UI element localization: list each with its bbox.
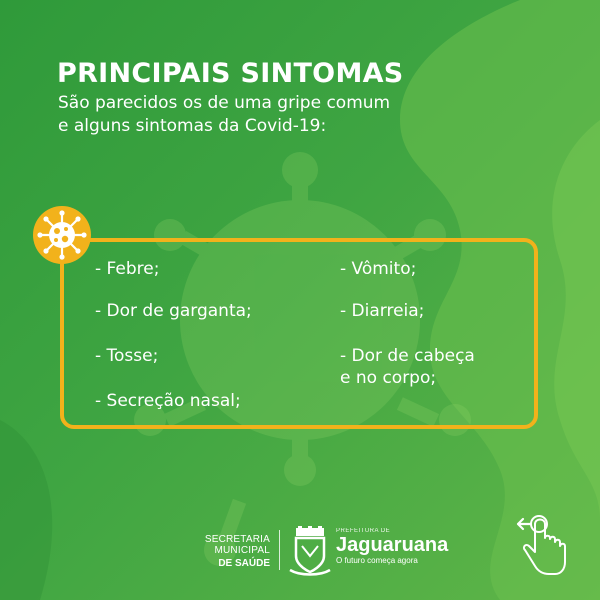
swipe-hand-icon <box>515 512 567 576</box>
symptom-tosse: - Tosse; <box>95 346 159 366</box>
department-line2: DE SAÚDE <box>218 558 270 569</box>
virus-icon <box>32 205 92 265</box>
page-subtitle: São parecidos os de uma gripe comum e alguns sintomas da Covid-19: <box>58 93 391 136</box>
symptom-diarreia: - Diarreia; <box>340 301 425 321</box>
symptom-secrecao-nasal: - Secreção nasal; <box>95 391 241 411</box>
city-crest-icon <box>288 526 332 576</box>
brand-tagline: O futuro começa agora <box>336 556 418 565</box>
symptom-dor-de-cabeca: - Dor de cabeça e no corpo; <box>340 346 475 388</box>
page-title: PRINCIPAIS SINTOMAS <box>57 58 404 89</box>
department-label <box>150 534 270 569</box>
footer-divider <box>279 530 280 570</box>
symptom-dor-de-garganta: - Dor de garganta; <box>95 301 252 321</box>
brand-name: Jaguaruana <box>336 534 449 556</box>
department-line1: SECRETARIA MUNICIPAL <box>204 534 270 556</box>
city-brand <box>336 528 448 565</box>
symptom-vomito: - Vômito; <box>340 259 417 279</box>
brand-prefix: PREFEITURA DE <box>336 528 391 534</box>
symptom-febre: - Febre; <box>95 259 160 279</box>
